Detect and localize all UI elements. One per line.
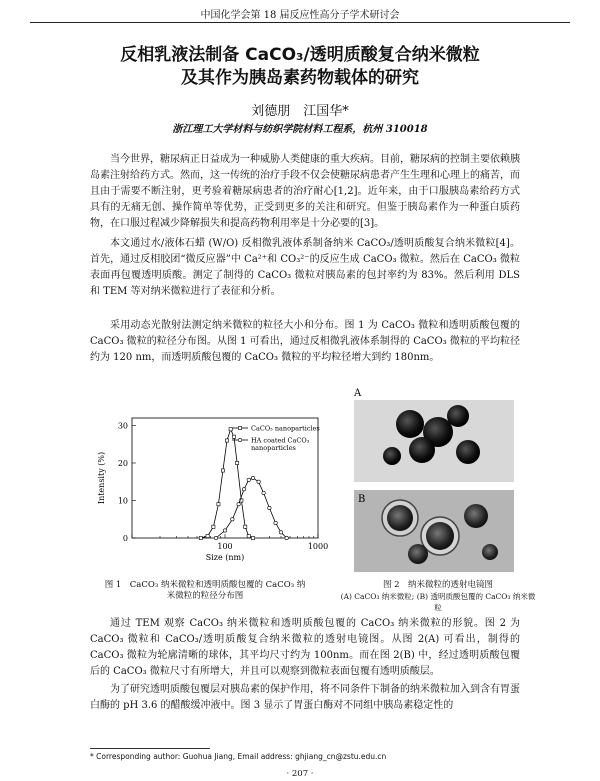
x-tick-label: 1000: [307, 542, 329, 551]
y-axis-label: Intensity (%): [97, 451, 106, 505]
paragraph-1: 当今世界，糖尿病正日益成为一种威胁人类健康的重大疾病。目前，糖尿病的控制主要依赖胰岛素注射给药方式。然而，这一传统的治疗手段不仅会使糖尿病患者产生生理和心理上的痛苦，而且由于需要不断注射，更考验着糖尿病患者的治疗耐心[1,2]。近年来，由于口服胰岛素给药方式具有的无痛无创、操作简单等优势，正受到更多的关注和研究。但鉴于胰岛素作为一种蛋白质药物，在口服过程减少降解损失和提高药物利用率是十分必要的[3]。: [90, 154, 520, 229]
figure-1-caption-line-1: 图 1 CaCO₃ 纳米微粒和透明质酸包覆的 CaCO₃ 纳: [104, 580, 306, 590]
data-point: [279, 531, 282, 534]
tem-particle: [482, 544, 498, 560]
legend-marker: [238, 426, 241, 429]
figure-2-caption-line-2: (A) CaCO₃ 纳米微粒; (B) 透明质酸包覆的 CaCO₃ 纳米微粒: [340, 592, 536, 612]
data-point: [247, 535, 250, 538]
tem-panel-b: [354, 490, 514, 572]
figure-2-caption-line-1: 图 2 纳米微粒的透射电镜图: [382, 580, 494, 590]
title-line-1: 反相乳液法制备 CaCO₃/透明质酸复合纳米微粒: [120, 45, 480, 65]
data-point: [242, 488, 245, 491]
paragraph-5: 为了研究透明质酸包覆层对胰岛素的保护作用，将不同条件下制备的纳米微粒加入到含有胃蛋白酶的 pH 3.6 的醋酸缓冲液中。图 3 显示了胃蛋白酶对不同组中胰岛素稳定性的: [90, 684, 520, 711]
data-point: [251, 476, 254, 479]
data-point: [206, 535, 209, 538]
tem-particle: [383, 447, 401, 465]
paragraph-2: 本文通过水/液体石蜡 (W/O) 反相微乳液体系制备纳米 CaCO₃/透明质酸复合纳米微粒[4]。首先，通过反相胶团“微反应器”中 Ca²⁺和 CO₃²⁻的反应生成 CaCO₃ 微粒。然后在 CaCO₃ 微粒表面再包覆透明质酸。测定了制得的 CaCO₃ 微粒对胰岛素的包封率约为 83%。然后利用 DLS 和 TEM 等对纳米微粒进行了表征和分析。: [90, 238, 520, 297]
data-point: [217, 503, 220, 506]
data-point: [285, 536, 288, 539]
x-tick-label: 100: [217, 542, 233, 551]
tem-particle: [456, 440, 480, 464]
tem-particle: [396, 410, 424, 438]
affiliation: 浙江理工大学材料与纺织学院材料工程系，杭州 310018: [172, 124, 428, 135]
chart-plot-area: [97, 418, 328, 562]
tem-particle: [464, 504, 488, 528]
y-tick-label: 20: [117, 459, 128, 468]
tem-panel-a-label: A: [354, 388, 362, 399]
tem-particle: [426, 522, 454, 550]
header-rule: [30, 22, 570, 23]
legend-label: HA coated CaCO₃: [251, 436, 310, 445]
data-point: [268, 506, 271, 509]
footnote: * Corresponding author: Guohua Jiang, Email address: ghjiang_cn@zstu.edu.cn: [90, 752, 387, 761]
figure-1-chart: [90, 400, 330, 580]
x-axis-label: Size (nm): [205, 553, 245, 562]
data-point: [231, 518, 234, 521]
data-point: [225, 439, 228, 442]
y-tick-label: 10: [117, 496, 128, 506]
data-point: [274, 521, 277, 524]
data-point: [236, 461, 239, 464]
page-number: · 207 ·: [286, 769, 314, 779]
legend-label: nanoparticles: [251, 444, 296, 452]
legend-marker: [238, 438, 241, 441]
y-tick-label: 0: [122, 534, 128, 543]
figure-1-caption-line-2: 米微粒的粒径分布图: [166, 591, 244, 601]
paragraph-3: 采用动态光散射法测定纳米微粒的粒径大小和分布。图 1 为 CaCO₃ 微粒和透明质酸包覆的 CaCO₃ 微粒的粒径分布图。从图 1 可看出，通过反相微乳液体系制得的 CaCO₃ 微粒的平均粒径约为 120 nm，而透明质酸包覆的 CaCO₃ 微粒的平均粒径增大到约 180nm。: [90, 320, 520, 363]
tem-particle: [409, 437, 435, 463]
paragraph-4: 通过 TEM 观察 CaCO₃ 纳米微粒和透明质酸包覆的 CaCO₃ 纳米微粒的形貌。图 2 为 CaCO₃ 微粒和 CaCO₃/透明质酸复合纳米微粒的透射电镜图。从图 2(A) 可看出，制得的 CaCO₃ 微粒为轮廓清晰的球体，其平均尺寸约为 100nm。而在图 2(B) 中，经过透明质酸包覆后的 CaCO₃ 微粒尺寸有所增大，并且可以观察到微粒表面包覆有透明质酸层。: [90, 618, 520, 677]
data-point: [214, 536, 217, 539]
data-point: [257, 480, 260, 483]
figure-2-tem-images: [350, 386, 520, 576]
data-point: [223, 529, 226, 532]
data-point: [212, 525, 215, 528]
tem-panel-b-label: B: [358, 494, 366, 505]
legend-label: CaCO₃ nanoparticles: [251, 424, 320, 433]
data-point: [229, 428, 232, 431]
series-line-1: [201, 429, 253, 538]
data-point: [262, 491, 265, 494]
tem-particle: [408, 544, 428, 564]
data-point: [244, 525, 247, 528]
data-point: [251, 536, 254, 539]
data-point: [232, 435, 235, 438]
tem-panel-a: [353, 388, 514, 482]
series-line-2: [216, 478, 287, 538]
title-line-2: 及其作为胰岛素药物载体的研究: [181, 68, 419, 88]
tem-particle: [447, 405, 469, 427]
running-header: 中国化学会第 18 届反应性高分子学术研讨会: [200, 10, 400, 21]
y-tick-label: 30: [117, 421, 128, 431]
data-point: [199, 536, 202, 539]
authors: 刘德朋 江国华*: [251, 104, 349, 119]
footnote-rule: [90, 748, 210, 749]
data-point: [237, 503, 240, 506]
figure-1-caption: [90, 580, 320, 602]
data-point: [221, 469, 224, 472]
data-point: [247, 478, 250, 481]
figure-2-caption: [338, 580, 538, 613]
tem-particle: [387, 505, 413, 531]
